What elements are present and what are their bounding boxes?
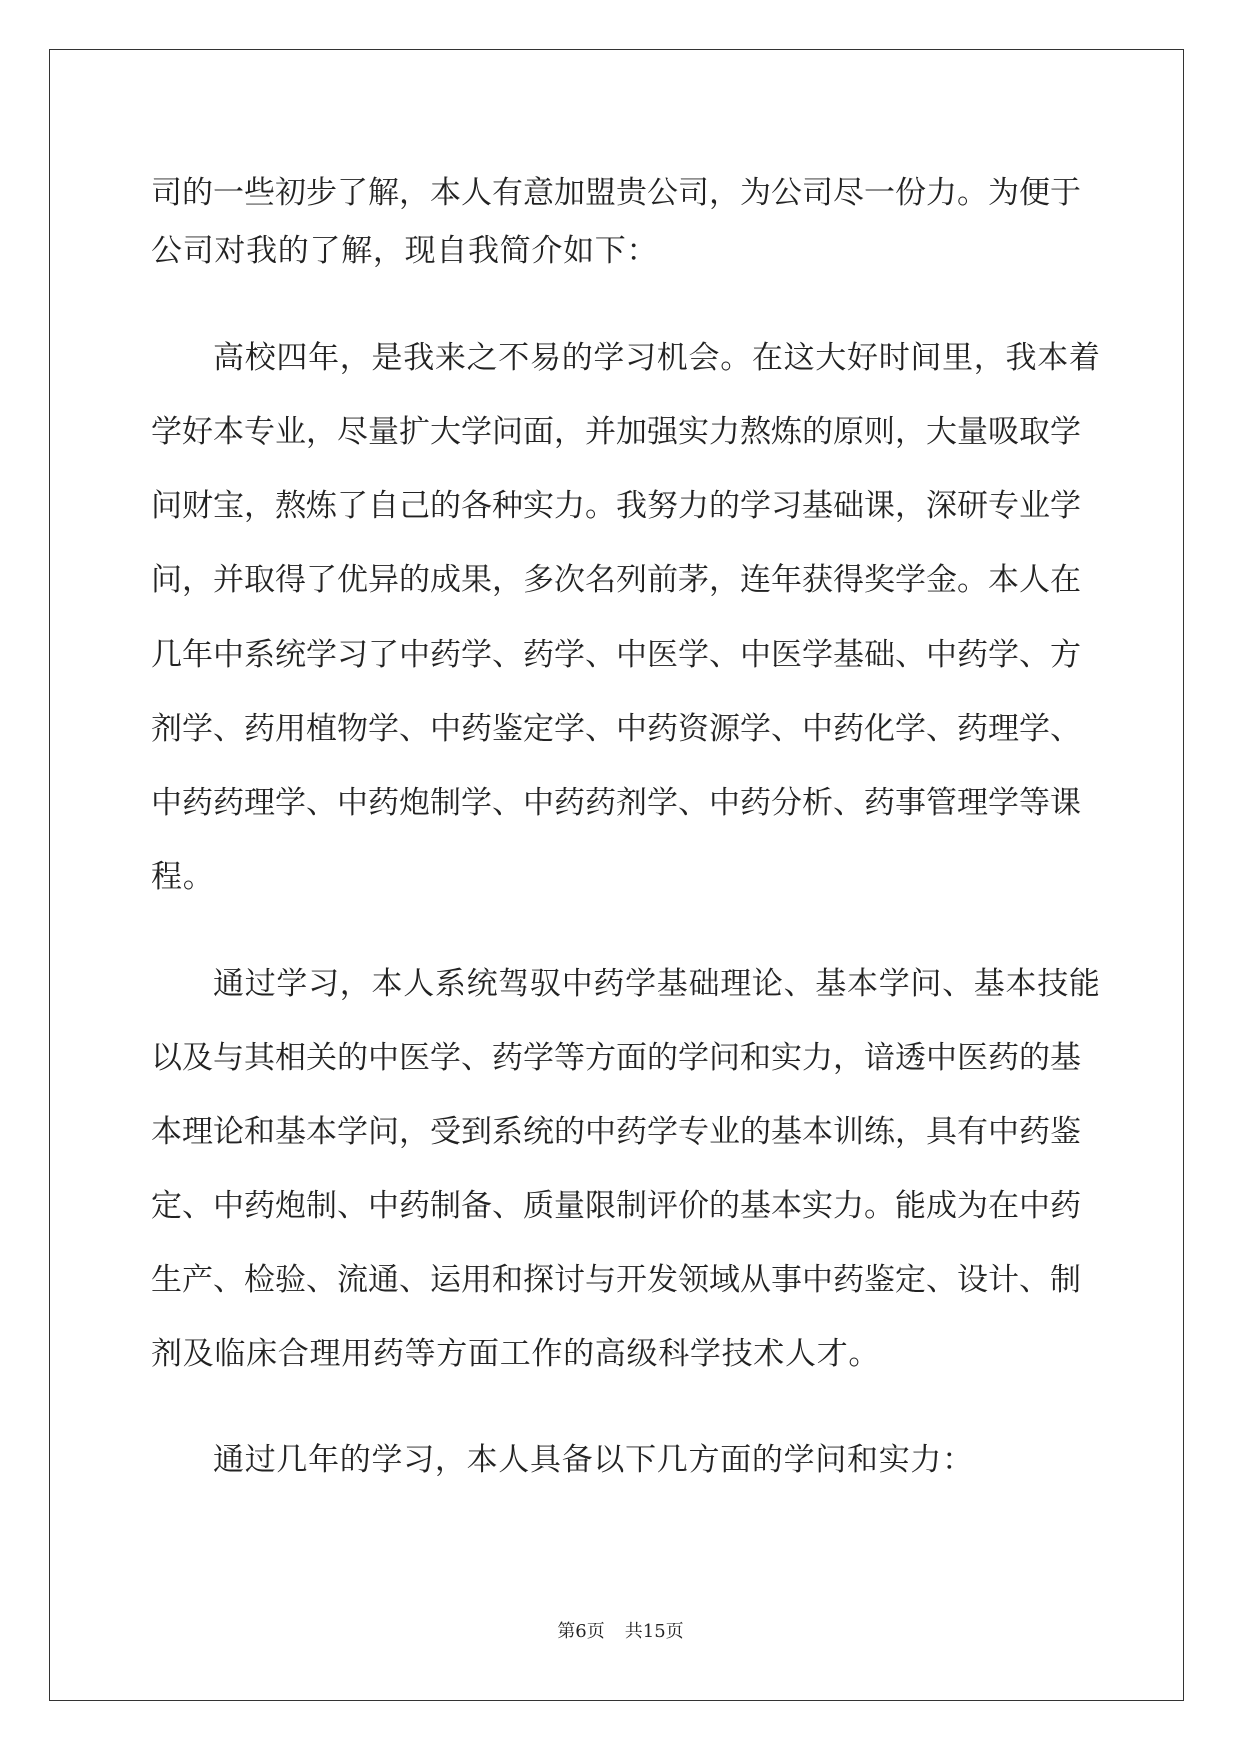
text-line: 本理论和基本学问，受到系统的中药学专业的基本训练，具有中药鉴: [151, 1114, 1081, 1150]
text-line: 生产、检验、流通、运用和探讨与开发领域从事中药鉴定、设计、制: [151, 1262, 1081, 1298]
text-line: 以及与其相关的中医学、药学等方面的学问和实力，谙透中医药的基: [151, 1040, 1081, 1076]
paragraph-first-line: 通过学习，本人系统驾驭中药学基础理论、基本学问、基本技能: [213, 966, 1101, 1002]
page-footer: [0, 1620, 1241, 1644]
paragraph-first-line: 通过几年的学习，本人具备以下几方面的学问和实力：: [213, 1442, 974, 1478]
page-number: 第6页: [557, 1621, 605, 1642]
text-line: 中药药理学、中药炮制学、中药药剂学、中药分析、药事管理学等课: [151, 785, 1081, 821]
text-line: 程。: [151, 859, 215, 895]
text-line: 司的一些初步了解，本人有意加盟贵公司，为公司尽一份力。为便于: [151, 175, 1081, 211]
text-line: 几年中系统学习了中药学、药学、中医学、中医学基础、中药学、方: [151, 637, 1081, 673]
text-line: 定、中药炮制、中药制备、质量限制评价的基本实力。能成为在中药: [151, 1188, 1081, 1224]
text-line: 学好本专业，尽量扩大学问面，并加强实力熬炼的原则，大量吸取学: [151, 414, 1081, 450]
text-line: 剂学、药用植物学、中药鉴定学、中药资源学、中药化学、药理学、: [151, 711, 1081, 747]
text-line: 问，并取得了优异的成果，多次名列前茅，连年获得奖学金。本人在: [151, 562, 1081, 598]
text-line: 剂及临床合理用药等方面工作的高级科学技术人才。: [151, 1336, 881, 1372]
text-line: 公司对我的了解，现自我简介如下：: [151, 233, 659, 269]
paragraph-first-line: 高校四年，是我来之不易的学习机会。在这大好时间里，我本着: [213, 340, 1101, 376]
page-total: 共15页: [624, 1621, 684, 1642]
text-line: 问财宝，熬炼了自己的各种实力。我努力的学习基础课，深研专业学: [151, 488, 1081, 524]
